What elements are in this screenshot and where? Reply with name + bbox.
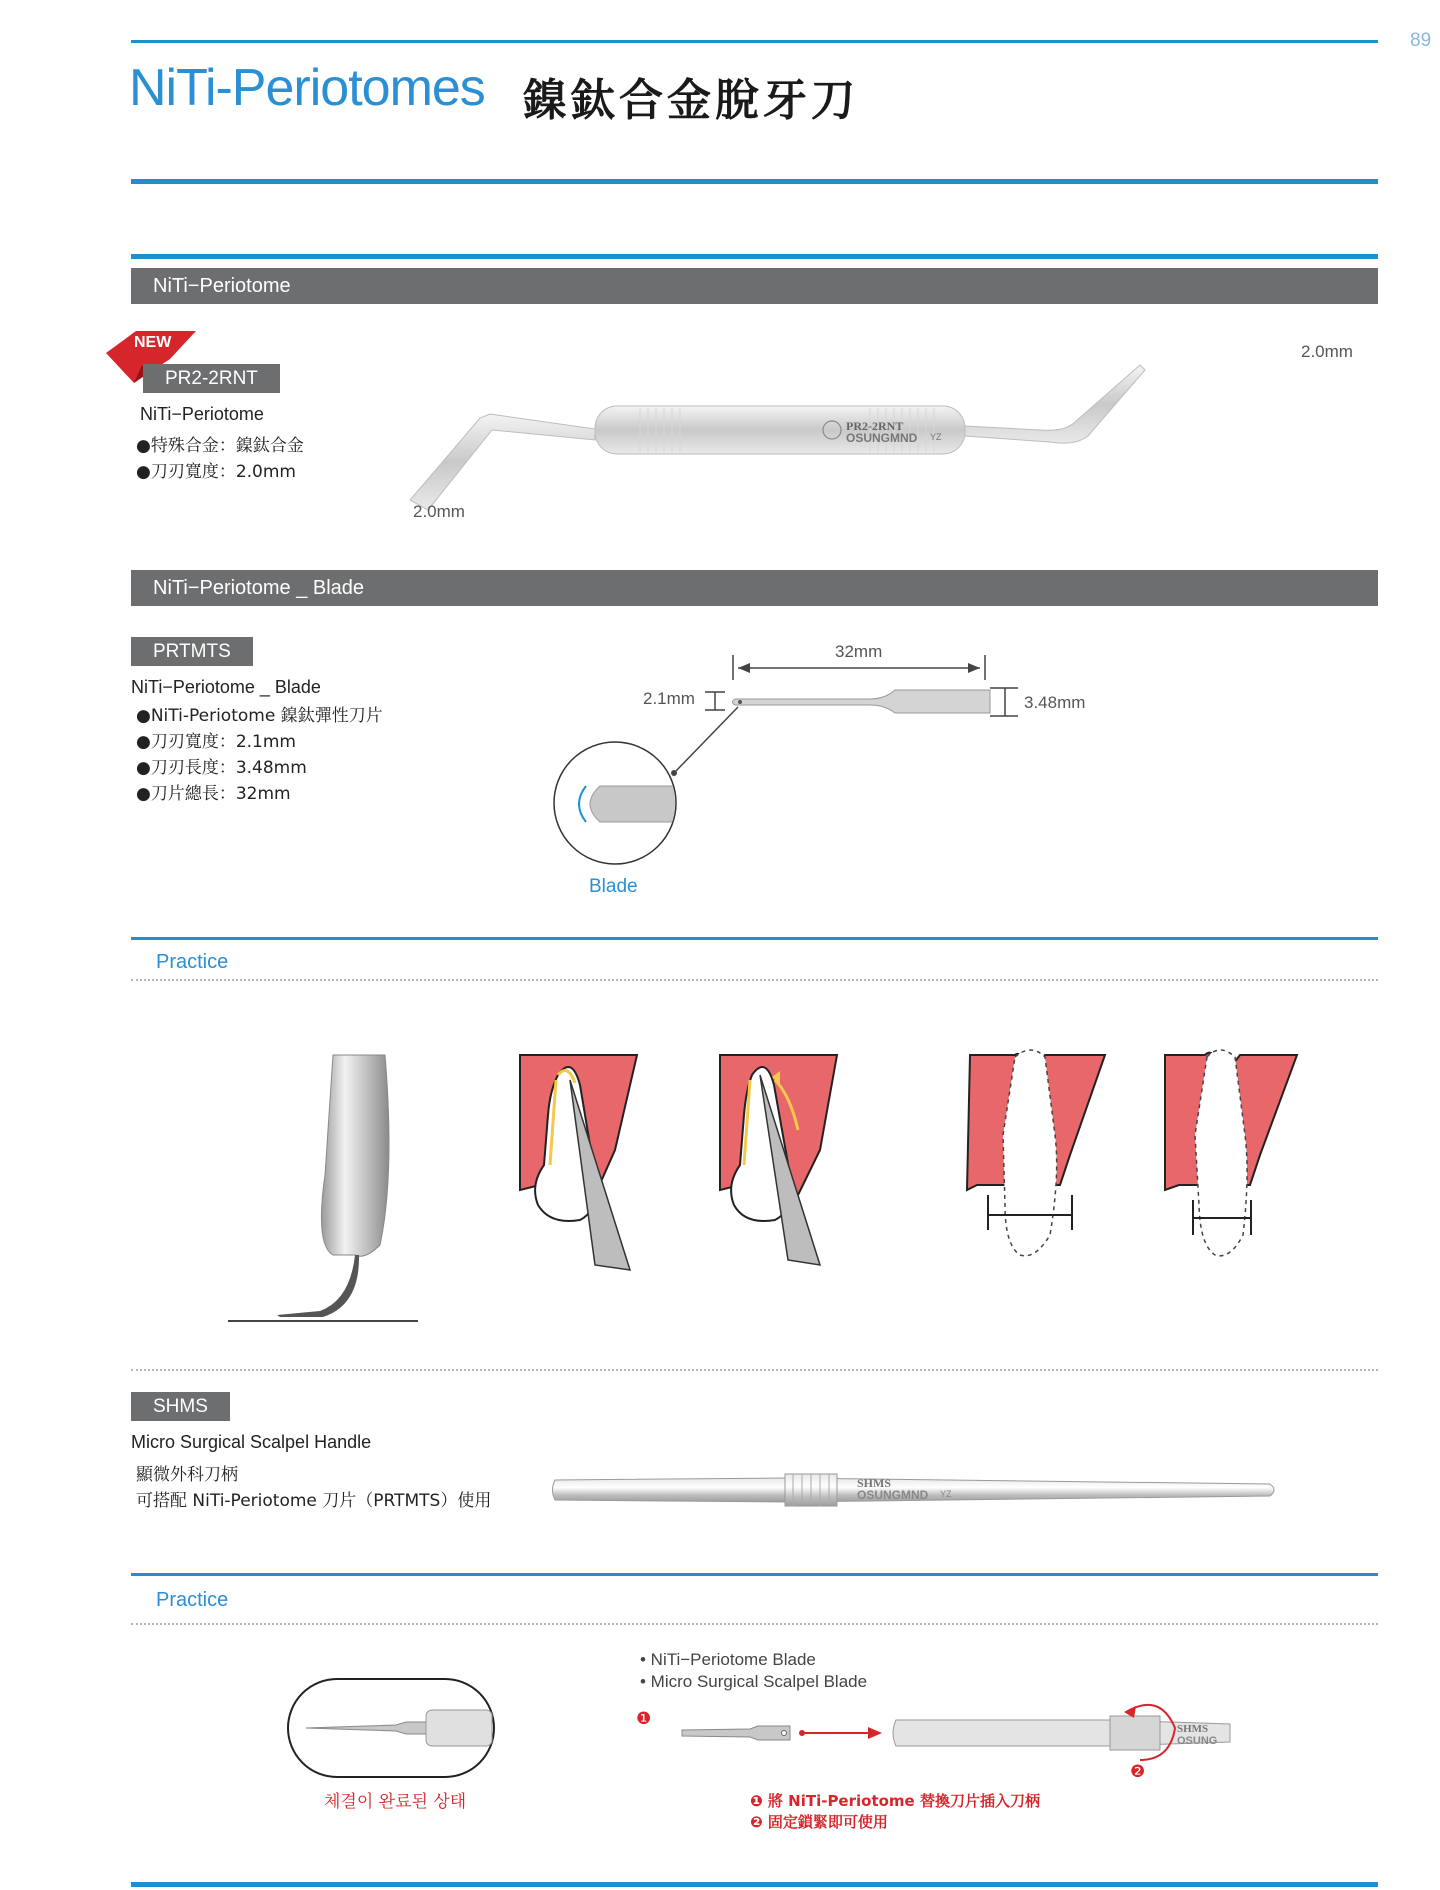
assembly-diagram [640, 1700, 1240, 1790]
blade-spec-2: ●刀刃寬度：2.1mm [136, 732, 296, 752]
spec-line-2: ●刀刃寬度：2.0mm [136, 462, 296, 482]
practice2-label: Practice [156, 1589, 229, 1611]
product-code-shms: SHMS [131, 1392, 230, 1421]
section1-rule [131, 254, 1378, 259]
step-marker-2: ❷ [1130, 1762, 1146, 1782]
step-text-2: ❷ 固定鎖緊即可使用 [750, 1813, 888, 1831]
assembled-caption: 체결이 완료된 상태 [324, 1792, 467, 1812]
practice2-rule [131, 1573, 1378, 1576]
new-badge-text: NEW [134, 334, 172, 351]
blade-spec-3: ●刀刃長度：3.48mm [136, 758, 307, 778]
blade-spec-1: ●NiTi-Periotome 鎳鈦彈性刀片 [136, 706, 383, 726]
engrave-model: PR2-2RNT [846, 419, 904, 433]
handle-line-zh-1: 顯微外科刀柄 [136, 1465, 238, 1485]
practice1-divider [131, 979, 1378, 981]
practice1-rule [131, 937, 1378, 940]
handle-engrave-model-2: SHMS [1177, 1723, 1209, 1735]
tooth-with-instrument-2 [720, 1055, 840, 1270]
product-name: NiTi−Periotome [140, 404, 264, 424]
blade-name: NiTi−Periotome _ Blade [131, 677, 321, 697]
handle-engrave-model: SHMS [857, 1476, 892, 1490]
periotome-tip-illustration [225, 1055, 425, 1325]
practice2-divider [131, 1623, 1378, 1625]
top-rule [131, 40, 1378, 43]
practice1-bottom-divider [131, 1369, 1378, 1371]
blade-type-2: • Micro Surgical Scalpel Blade [640, 1672, 868, 1691]
dim-blade-width: 3.48mm [1024, 693, 1086, 712]
engrave-brand: OSUNGMND [846, 431, 918, 445]
blade-type-1: • NiTi−Periotome Blade [640, 1650, 816, 1669]
page-title-en: NiTi-Periotomes [129, 59, 485, 117]
zoom-label-blade: Blade [589, 876, 638, 897]
page-title-zh: 鎳鈦合金脫牙刀 [523, 75, 859, 126]
page-number: 89 [1410, 30, 1432, 51]
tooth-outline-1 [965, 1055, 1110, 1265]
section2-bar: NiTi−Periotome _ Blade [131, 570, 1378, 606]
blade-spec-4: ●刀片總長：32mm [136, 784, 291, 804]
assembled-state-illustration [286, 1677, 496, 1779]
spec-line-1: ●特殊合金：鎳鈦合金 [136, 436, 304, 456]
handle-line-zh-2: 可搭配 NiTi-Periotome 刀片（PRTMTS）使用 [136, 1491, 492, 1511]
handle-engrave-brand-2: OSUNG [1177, 1735, 1218, 1747]
practice1-label: Practice [156, 951, 229, 973]
dim-blade-tip: 2.1mm [643, 689, 695, 708]
dim-blade-length: 32mm [835, 642, 883, 661]
section1-bar: NiTi−Periotome [131, 268, 1378, 304]
tooth-outline-2 [1165, 1055, 1300, 1265]
footer-rule [131, 1882, 1378, 1887]
dim-left-blade: 2.0mm [413, 502, 465, 521]
blade-dimension-diagram [550, 650, 1070, 890]
handle-name: Micro Surgical Scalpel Handle [131, 1432, 372, 1452]
header-rule [131, 179, 1378, 184]
product-code-pr2-2rnt: PR2-2RNT [143, 364, 280, 393]
dim-right-blade: 2.0mm [1301, 342, 1353, 361]
step-text-1: ❶ 將 NiTi-Periotome 替換刀片插入刀柄 [750, 1792, 1040, 1810]
step-marker-1: ❶ [636, 1709, 652, 1729]
engrave-suffix: YZ [930, 432, 942, 442]
tooth-with-instrument-1 [520, 1055, 640, 1270]
product-code-prtmts: PRTMTS [131, 637, 253, 666]
handle-engrave-suffix: YZ [940, 1489, 952, 1499]
handle-engrave-brand: OSUNGMND [857, 1488, 929, 1502]
